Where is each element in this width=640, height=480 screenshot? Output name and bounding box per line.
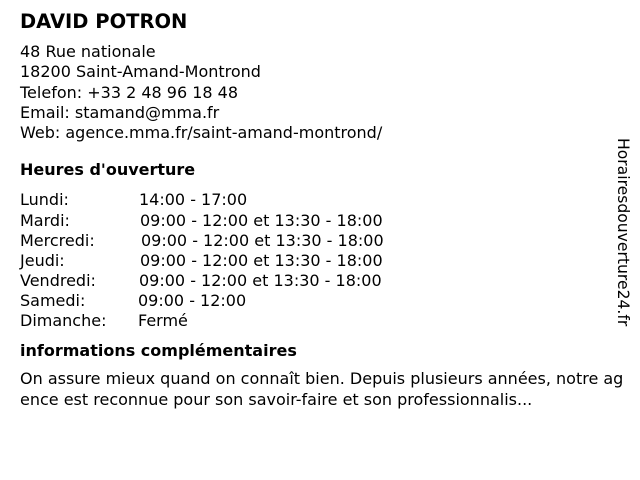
day-label: Lundi: bbox=[20, 190, 69, 210]
website-url: Web: agence.mma.fr/saint-amand-montrond/ bbox=[20, 123, 383, 143]
email-address: Email: stamand@mma.fr bbox=[20, 102, 220, 122]
day-hours: 09:00 - 12:00 et 13:30 - 18:00 bbox=[140, 210, 383, 230]
day-label: Samedi: bbox=[20, 290, 86, 310]
address-street: 48 Rue nationale bbox=[20, 42, 156, 61]
hours-row-saturday bbox=[20, 291, 620, 311]
opening-hours-title: Heures d'ouverture bbox=[20, 160, 196, 180]
additional-info-text: On assure mieux quand on connaît bien. Depuis plusieurs années, notre agence est reconnue pour son savoir-faire et son professionnalis... bbox=[20, 369, 624, 410]
opening-hours-table bbox=[20, 190, 620, 331]
day-label: Jeudi: bbox=[20, 250, 65, 270]
day-label: Dimanche: bbox=[20, 311, 107, 331]
hours-row-friday bbox=[20, 271, 620, 291]
day-hours: 09:00 - 12:00 bbox=[138, 290, 247, 310]
day-label: Mercredi: bbox=[20, 230, 95, 250]
day-hours: Fermé bbox=[138, 311, 188, 331]
hours-row-sunday bbox=[20, 311, 620, 331]
day-label: Mardi: bbox=[20, 210, 70, 230]
hours-row-wednesday bbox=[20, 231, 620, 251]
address-city: 18200 Saint-Amand-Montrond bbox=[20, 62, 261, 82]
watermark-text: Horairesdouverture24.fr bbox=[614, 138, 632, 327]
additional-info-title: informations complémentaires bbox=[20, 341, 297, 361]
day-hours: 14:00 - 17:00 bbox=[139, 190, 248, 210]
phone-number: Telefon: +33 2 48 96 18 48 bbox=[20, 82, 239, 102]
day-hours: 09:00 - 12:00 et 13:30 - 18:00 bbox=[141, 230, 384, 250]
business-name: DAVID POTRON bbox=[20, 10, 188, 33]
watermark bbox=[612, 138, 634, 344]
hours-row-tuesday bbox=[20, 211, 620, 231]
day-hours: 09:00 - 12:00 et 13:30 - 18:00 bbox=[140, 250, 383, 270]
day-label: Vendredi: bbox=[20, 270, 96, 290]
hours-row-monday bbox=[20, 190, 620, 210]
hours-row-thursday bbox=[20, 251, 620, 271]
day-hours: 09:00 - 12:00 et 13:30 - 18:00 bbox=[139, 270, 382, 290]
